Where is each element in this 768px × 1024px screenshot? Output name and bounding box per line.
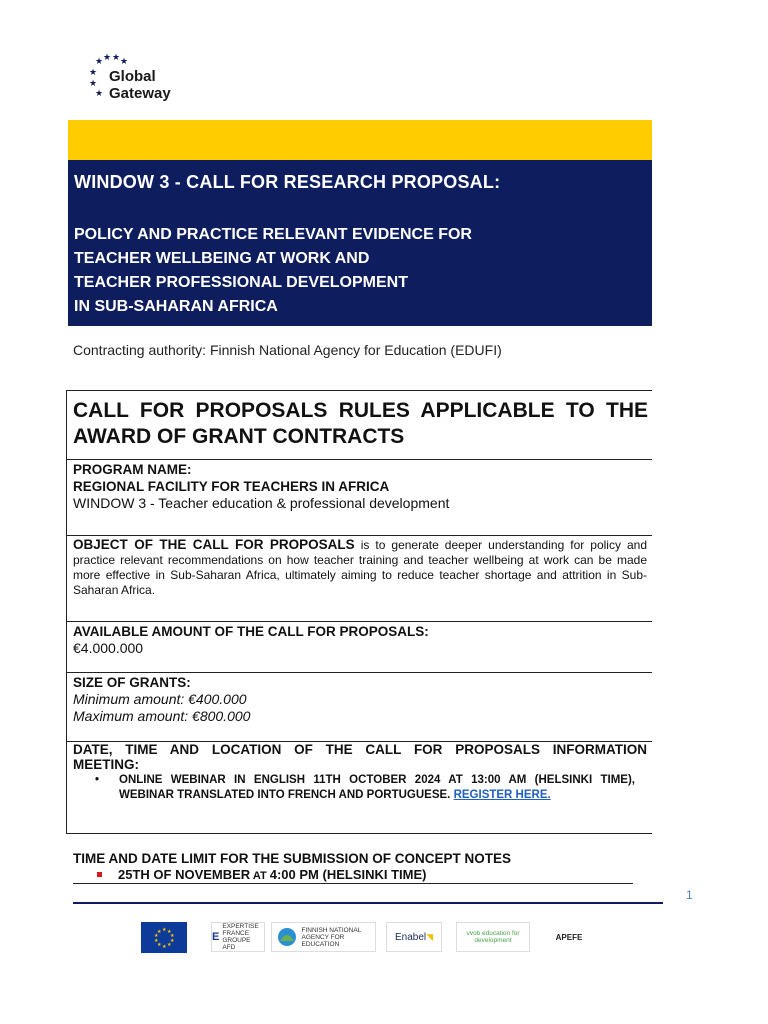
apefe-logo xyxy=(545,922,593,952)
divider xyxy=(66,535,652,536)
edufi-logo xyxy=(271,922,376,952)
deadline-time: 4:00 PM (HELSINKI TIME) xyxy=(269,867,427,882)
svg-text:★: ★ xyxy=(120,57,128,67)
svg-text:★: ★ xyxy=(157,928,162,935)
program-label: PROGRAM NAME: xyxy=(73,462,192,477)
window-title: WINDOW 3 - CALL FOR RESEARCH PROPOSAL: xyxy=(74,172,501,192)
grants-max: Maximum amount: €800.000 xyxy=(73,708,251,724)
partner-label: EXPERTISE FRANCE GROUPE AFD xyxy=(222,923,259,951)
page-number: 1 xyxy=(686,888,693,902)
meeting-label-line-2: MEETING: xyxy=(73,757,139,772)
deadline-label: TIME AND DATE LIMIT FOR THE SUBMISSION OF CONCEPT NOTES xyxy=(73,851,511,866)
svg-text:★: ★ xyxy=(167,928,172,935)
enabel-logo xyxy=(386,922,442,952)
title-banner xyxy=(68,160,652,326)
grants-label: SIZE OF GRANTS: xyxy=(73,675,191,690)
divider xyxy=(66,672,652,673)
svg-text:★: ★ xyxy=(154,937,159,944)
e-glyph-icon: E xyxy=(212,930,220,943)
global-gateway-logo xyxy=(88,52,198,104)
svg-text:★: ★ xyxy=(167,941,172,948)
partner-label: vvob education for development xyxy=(466,930,520,944)
svg-text:★: ★ xyxy=(170,932,175,939)
program-window: WINDOW 3 - Teacher education & professional development xyxy=(73,495,450,511)
red-square-bullet-icon xyxy=(97,872,102,877)
grants-min: Minimum amount: €400.000 xyxy=(73,691,247,707)
program-section xyxy=(73,461,647,512)
svg-text:★: ★ xyxy=(154,932,159,939)
object-text: is to generate deeper understanding for policy and practice relevant recommendations on how teacher training and teacher wellbeing at work can be made more effective in Sub-Saharan Africa, ultimately aiming to reduce teacher shortage and attrition in Sub-Saharan Africa. xyxy=(73,538,647,597)
contracting-authority: Contracting authority: Finnish National Agency for Education (EDUFI) xyxy=(73,342,502,358)
amount-value: €4.000.000 xyxy=(73,640,144,656)
rules-title-line: AWARD OF GRANT CONTRACTS xyxy=(73,425,405,448)
eu-stars-icon xyxy=(149,926,179,950)
grants-section xyxy=(73,674,647,725)
svg-text:★: ★ xyxy=(170,937,175,944)
subtitle-line: TEACHER WELLBEING AT WORK AND xyxy=(74,250,370,267)
meeting-label-line-1: DATE, TIME AND LOCATION OF THE CALL FOR PROPOSALS INFORMATION xyxy=(73,742,647,757)
partner-label: FINNISH NATIONAL AGENCY FOR EDUCATION xyxy=(301,926,362,948)
object-label: OBJECT OF THE CALL FOR PROPOSALS xyxy=(73,537,355,552)
edufi-emblem-icon xyxy=(276,926,298,948)
logo-line-1: Global xyxy=(109,68,156,85)
deadline-row xyxy=(97,867,427,882)
svg-text:★: ★ xyxy=(103,53,112,63)
yellow-banner xyxy=(68,120,652,160)
amount-label: AVAILABLE AMOUNT OF THE CALL FOR PROPOSALS: xyxy=(73,624,429,639)
subtitle-line: TEACHER PROFESSIONAL DEVELOPMENT xyxy=(74,274,408,291)
divider xyxy=(66,390,652,391)
register-link[interactable]: REGISTER HERE. xyxy=(453,789,551,801)
svg-text:★: ★ xyxy=(162,943,167,950)
svg-text:★: ★ xyxy=(95,57,104,67)
program-name: REGIONAL FACILITY FOR TEACHERS IN AFRICA xyxy=(73,479,390,494)
meeting-bullet-line-1: ONLINE WEBINAR IN ENGLISH 11TH OCTOBER 2024 AT 13:00 AM (HELSINKI TIME), xyxy=(119,774,635,786)
logo-line-2: Gateway xyxy=(109,85,171,102)
svg-text:★: ★ xyxy=(112,53,121,63)
meeting-bullet-text xyxy=(119,773,635,803)
divider xyxy=(66,459,652,460)
banner-subtitle xyxy=(74,223,472,319)
rules-title-line: CALL FOR PROPOSALS RULES APPLICABLE TO THE xyxy=(73,399,648,422)
deadline-date: 25TH OF NOVEMBER xyxy=(118,867,251,882)
svg-text:★: ★ xyxy=(162,926,167,933)
subtitle-line: POLICY AND PRACTICE RELEVANT EVIDENCE FOR xyxy=(74,226,472,243)
partner-label: Enabel xyxy=(394,931,427,943)
meeting-section xyxy=(73,742,647,772)
subtitle-line: IN SUB-SAHARAN AFRICA xyxy=(74,298,278,315)
divider xyxy=(73,883,633,884)
amount-section xyxy=(73,623,647,657)
divider xyxy=(66,621,652,622)
eu-flag-logo xyxy=(141,922,187,953)
svg-text:★: ★ xyxy=(89,68,98,78)
svg-text:★: ★ xyxy=(95,89,104,99)
deadline-at: AT xyxy=(250,870,270,882)
bullet-dot-icon: • xyxy=(95,774,100,786)
footer-rule xyxy=(73,902,663,904)
partner-label: APEFE xyxy=(555,932,583,942)
object-section xyxy=(73,537,647,598)
enabel-mark-icon: ◥ xyxy=(426,931,434,942)
svg-text:★: ★ xyxy=(157,941,162,948)
vvob-logo xyxy=(456,922,530,952)
divider xyxy=(66,833,652,834)
meeting-bullet-line-2: WEBINAR TRANSLATED INTO FRENCH AND PORTUGUESE. xyxy=(119,789,451,801)
expertise-france-logo xyxy=(211,922,265,952)
svg-text:★: ★ xyxy=(89,79,98,89)
rules-title xyxy=(73,398,648,450)
